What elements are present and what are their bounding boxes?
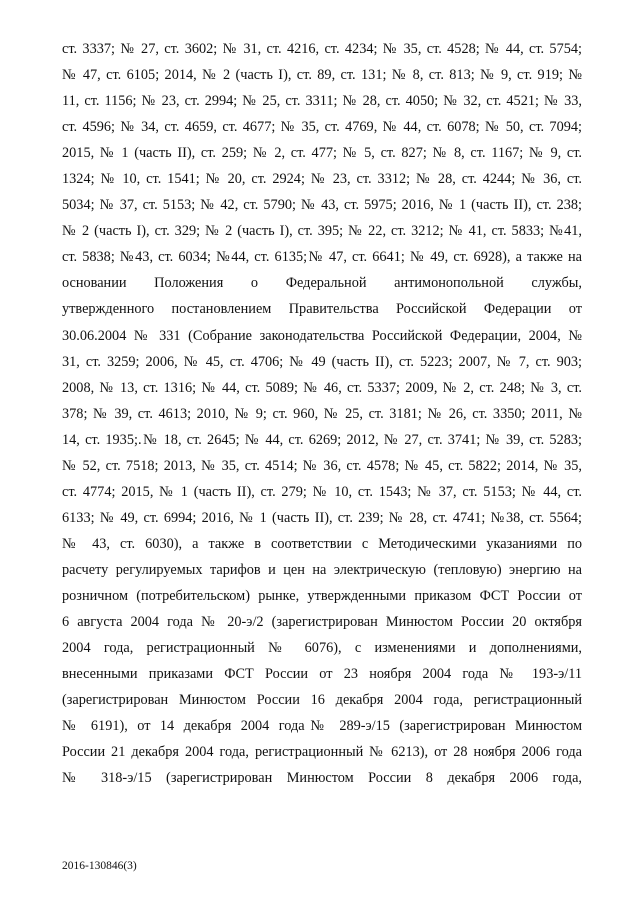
text-line: 6 августа 2004 года № 20-э/2 (зарегистрирован Минюстом России 20 октября	[62, 614, 582, 631]
text-line: утвержденного постановлением Правительства Российской Федерации от	[62, 301, 582, 318]
text-line: 2004 года, регистрационный № 6076), с изменениями и дополнениями,	[62, 640, 582, 657]
text-line: 30.06.2004 № 331 (Собрание законодательства Российской Федерации, 2004, №	[62, 327, 582, 344]
text-line: (зарегистрирован Минюстом России 16 декабря 2004 года, регистрационный	[62, 692, 582, 709]
text-line: ст. 5838; №43, ст. 6034; №44, ст. 6135;№ 47, ст. 6641; № 49, ст. 6928), а также на	[62, 249, 582, 266]
text-line: России 21 декабря 2004 года, регистрационный № 6213), от 28 ноября 2006 года	[62, 744, 582, 761]
text-line: внесенными приказами ФСТ России от 23 ноября 2004 года № 193-э/11	[62, 666, 582, 683]
text-line: № 2 (часть I), ст. 329; № 2 (часть I), ст. 395; № 22, ст. 3212; № 41, ст. 5833; №41,	[62, 223, 582, 240]
text-line: № 47, ст. 6105; 2014, № 2 (часть I), ст. 89, ст. 131; № 8, ст. 813; № 9, ст. 919; №	[62, 67, 582, 84]
text-line: 31, ст. 3259; 2006, № 45, ст. 4706; № 49 (часть II), ст. 5223; 2007, № 7, ст. 903;	[62, 353, 582, 370]
text-line: № 52, ст. 7518; 2013, № 35, ст. 4514; № 36, ст. 4578; № 45, ст. 5822; 2014, № 35,	[62, 457, 582, 474]
text-line: 2015, № 1 (часть II), ст. 259; № 2, ст. 477; № 5, ст. 827; № 8, ст. 1167; № 9, ст.	[62, 145, 582, 162]
document-body	[62, 36, 582, 791]
text-line: 1324; № 10, ст. 1541; № 20, ст. 2924; № 23, ст. 3312; № 28, ст. 4244; № 36, ст.	[62, 171, 582, 188]
text-line: ст. 3337; № 27, ст. 3602; № 31, ст. 4216, ст. 4234; № 35, ст. 4528; № 44, ст. 5754;	[62, 41, 582, 57]
text-line: 11, ст. 1156; № 23, ст. 2994; № 25, ст. 3311; № 28, ст. 4050; № 32, ст. 4521; № 33,	[62, 93, 582, 110]
text-line: № 318-э/15 (зарегистрирован Минюстом России 8 декабря 2006 года,	[62, 770, 582, 787]
text-line: № 43, ст. 6030), а также в соответствии с Методическими указаниями по	[62, 535, 582, 552]
text-line: розничном (потребительском) рынке, утвержденными приказом ФСТ России от	[62, 587, 582, 604]
text-line: 6133; № 49, ст. 6994; 2016, № 1 (часть II), ст. 239; № 28, ст. 4741; №38, ст. 5564;	[62, 509, 582, 526]
text-line: ст. 4774; 2015, № 1 (часть II), ст. 279; № 10, ст. 1543; № 37, ст. 5153; № 44, ст.	[62, 483, 582, 500]
text-line: расчету регулируемых тарифов и цен на электрическую (тепловую) энергию на	[62, 561, 582, 578]
text-line: ст. 4596; № 34, ст. 4659, ст. 4677; № 35, ст. 4769, № 44, ст. 6078; № 50, ст. 7094;	[62, 119, 582, 136]
text-line: № 6191), от 14 декабря 2004 года№ 289-э/15 (зарегистрирован Минюстом	[62, 718, 582, 735]
text-line: 5034; № 37, ст. 5153; № 42, ст. 5790; № 43, ст. 5975; 2016, № 1 (часть II), ст. 238;	[62, 197, 582, 214]
text-line: 14, ст. 1935;.№ 18, ст. 2645; № 44, ст. 6269; 2012, № 27, ст. 3741; № 39, ст. 5283;	[62, 431, 582, 448]
text-line: 378; № 39, ст. 4613; 2010, № 9; ст. 960, № 25, ст. 3181; № 26, ст. 3350; 2011, №	[62, 405, 582, 422]
text-line: 2008, № 13, ст. 1316; № 44, ст. 5089; № 46, ст. 5337; 2009, № 2, ст. 248; № 3, ст.	[62, 379, 582, 396]
text-line: основании Положения о Федеральной антимонопольной службы,	[62, 275, 582, 292]
document-number: 2016-130846(3)	[62, 860, 137, 872]
